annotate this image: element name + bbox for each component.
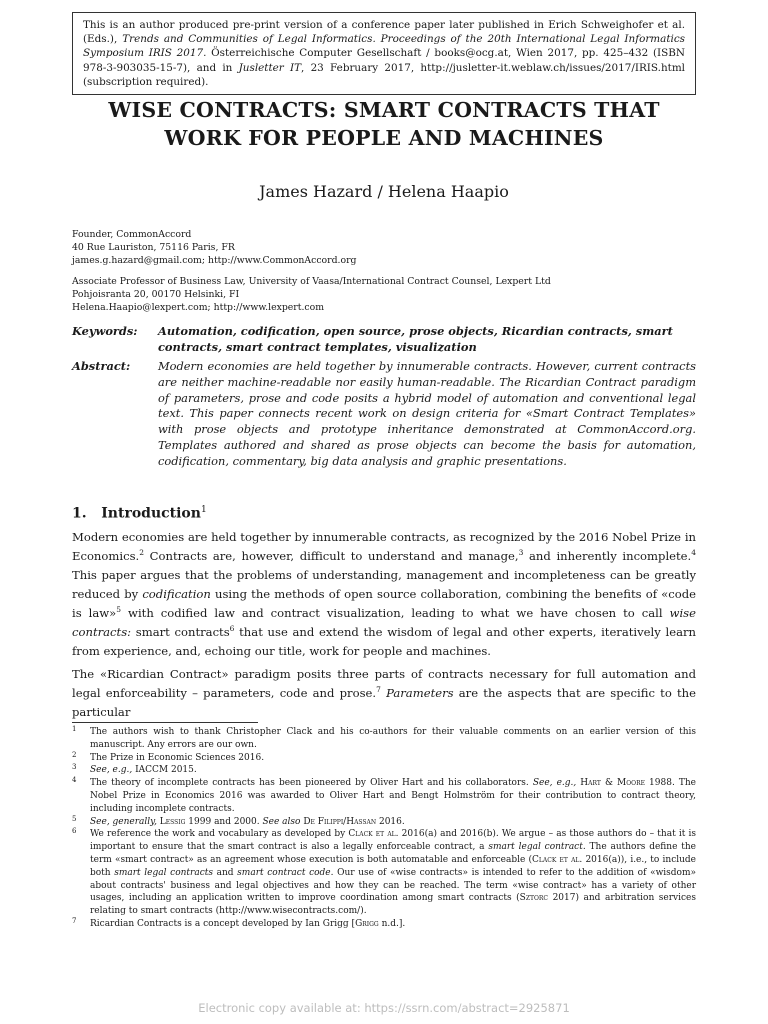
footnote-text: De Filippi/Hassan: [300, 816, 377, 827]
authors: James Hazard / Helena Haapio: [259, 182, 509, 201]
footnote-text: 2016.: [376, 816, 405, 827]
affiliation-line: Founder, CommonAccord: [72, 229, 192, 240]
footnote-text: 2016(a)), i.e., to include both: [90, 854, 697, 878]
footnotes: [72, 726, 696, 931]
footnote-number: 7: [72, 916, 77, 925]
title-line-2: WORK FOR PEOPLE AND MACHINES: [164, 126, 604, 150]
footnote-text: See, e.g.,: [90, 765, 133, 776]
footnote-text: Clack et al.: [532, 854, 583, 865]
affiliation-line: Pohjoisranta 20, 00170 Helsinki, FI: [72, 289, 240, 300]
text-run: with codified law and contract visualization, leading to what we have chosen to call: [121, 606, 670, 620]
body-text: [72, 528, 696, 722]
footnote-text: We reference the work and vocabulary as developed by: [90, 829, 349, 840]
section-number: 1.: [72, 505, 87, 522]
notice-text-c: Österreichische Computer Gesellschaft / books@ocg.at, Wien 2017, pp. 425–432 (ISBN 978-3-903035-15-7), and in: [83, 47, 685, 74]
paragraph: [72, 528, 696, 661]
text-run: codification: [142, 587, 211, 601]
footnote-text: See also: [262, 816, 301, 827]
footnote-ref: 7: [376, 685, 381, 695]
footnote-divider: [72, 722, 258, 723]
keywords-text: Automation, codification, open source, prose objects, Ricardian contracts, smart contracts, smart contract templates, visualization: [158, 324, 673, 354]
footnote-ref: 2: [139, 548, 144, 558]
footnote-ref: 5: [116, 605, 122, 615]
footnote-2: [72, 752, 696, 765]
keywords: [72, 324, 696, 356]
affiliation-line: Associate Professor of Business Law, University of Vaasa/International Contract Counsel, Lexpert Ltd: [72, 276, 551, 287]
section-heading: [72, 505, 207, 522]
footnote-6: [72, 828, 696, 918]
abstract-label: Abstract:: [72, 359, 131, 373]
preprint-notice: [72, 12, 696, 95]
footnote-number: 6: [72, 827, 77, 836]
abstract-text: Modern economies are held together by innumerable contracts. However, current contracts are neither machine-readable nor easily human-readable. The Ricardian Contract paradigm of parameters, prose and code posits a hybrid model of automation and conventional legal text. This paper connects recent work on design criteria for «Smart Contract Templates» with prose objects and prototype inheritance demonstrated at CommonAccord.org. Templates authored and shared as prose objects can become the basis for automation, codification, commentary, big data analysis and graphic presentations.: [158, 359, 696, 468]
paper-title: [60, 96, 708, 152]
footnote-text: See, generally,: [90, 816, 157, 827]
affiliation-line: james.g.hazard@gmail.com; http://www.CommonAccord.org: [72, 255, 357, 266]
text-run: smart contracts: [131, 625, 230, 639]
affiliation-hazard: [72, 228, 696, 267]
text-run: and inherently incomplete.: [523, 549, 692, 563]
footnote-text: . Our use of «wise contracts» is intended to refer to the addition of «wisdom» about contracts' business and legal objectives and how they can be reached. The term «wise contract» has a variety of other usages, including an application written to improve coordination among smart contracts (: [90, 867, 696, 904]
ssrn-footer: Electronic copy available at: https://ssrn.com/abstract=2925871: [198, 1001, 570, 1015]
affiliation-haapio: [72, 275, 696, 314]
footnote-text: and: [212, 867, 238, 878]
footnote-text: 1988. The Nobel Prize in Economics 2016 was awarded to Oliver Hart and Bengt Holmström for their contribution to contract theory, including incomplete contracts.: [90, 778, 697, 814]
footnote-text: 2017) and arbitration services relating to smart contracts (http://www.wisecontracts.com/).: [90, 893, 697, 917]
title-line-1: WISE CONTRACTS: SMART CONTRACTS THAT: [108, 98, 660, 122]
footnote-ref: 3: [518, 548, 524, 558]
text-run: Modern economies are held together by innumerable contracts, as recognized by the 2016 Nobel Prize in Economics.: [72, 530, 696, 563]
footnote-text: IACCM 2015.: [132, 765, 197, 776]
paragraph: [72, 665, 696, 722]
footnote-number: 2: [72, 750, 77, 759]
text-run: Parameters: [386, 686, 454, 700]
footnote-text: Grigg: [355, 918, 379, 929]
footnote-1: [72, 726, 696, 752]
footnote-4: [72, 777, 696, 815]
footnote-text: Clack et al.: [348, 829, 399, 840]
footnote-text: 2016(a) and 2016(b). We argue – as those authors do – that it is important to ensure that the smart contract is also a legally enforceable contract, a: [90, 829, 696, 853]
section-title: Introduction: [101, 505, 201, 522]
footnote-number: 5: [72, 814, 77, 823]
footnote-text: See, e.g.,: [532, 778, 577, 789]
footnote-text: smart legal contract: [488, 842, 583, 853]
footnote-text: The Prize in Economic Sciences 2016.: [90, 752, 265, 763]
footnote-text: Sztorc: [519, 893, 549, 904]
text-run: are the aspects that are specific to the particular: [72, 686, 696, 719]
footnote-3: [72, 764, 696, 777]
abstract: [72, 359, 696, 470]
affiliation-line: Helena.Haapio@lexpert.com; http://www.lexpert.com: [72, 302, 325, 313]
footnote-text: 1999 and 2000.: [185, 816, 263, 827]
notice-text-a: This is an author produced pre-print version of a conference paper later published in Erich Schweighofer et al. (Eds.),: [83, 19, 685, 46]
text-run: using the methods of open source collaboration, combining the benefits of «code is law»: [72, 587, 696, 620]
footnote-number: 1: [72, 725, 77, 733]
footnote-text: Ricardian Contracts is a concept developed by Ian Grigg [: [90, 918, 356, 929]
footnote-5: [72, 816, 696, 829]
footnote-text: Hart & Moore: [576, 778, 645, 789]
keywords-label: Keywords:: [72, 324, 138, 338]
text-run: This paper argues that the problems of understanding, management and incompleteness can be greatly reduced by: [72, 568, 696, 601]
text-run: Contracts are, however, difficult to understand and manage,: [144, 549, 519, 563]
footnote-ref: 4: [691, 548, 697, 558]
footnote-text: smart legal contracts: [114, 867, 213, 878]
notice-proceedings: Trends and Communities of Legal Informatics. Proceedings of the 20th International Legal Informatics Symposium IRIS 2017.: [83, 33, 685, 60]
text-run: The «Ricardian Contract» paradigm posits three parts of contracts necessary for full automation and legal enforceability – parameters, code and prose.: [72, 667, 696, 700]
text-run: wise contracts:: [72, 606, 696, 639]
footnote-text: . The authors define the term «smart contract» as an agreement whose execution is both automatable and enforceable (: [90, 842, 696, 865]
notice-text-e: , 23 February 2017, http://jusletter-it.weblaw.ch/issues/2017/IRIS.html (subscription required).: [83, 61, 685, 88]
affiliation-line: 40 Rue Lauriston, 75116 Paris, FR: [72, 242, 235, 253]
footnote-text: The theory of incomplete contracts has been pioneered by Oliver Hart and his collaborators.: [90, 778, 533, 789]
text-run: that use and extend the wisdom of legal and other experts, iteratively learn from experience, and, echoing our title, work for people and machines.: [72, 625, 696, 658]
footnote-ref: 1: [200, 505, 207, 515]
notice-jusletter: Jusletter IT: [238, 61, 302, 74]
footnote-text: Lessig: [156, 816, 186, 827]
footnote-text: n.d.].: [378, 918, 406, 929]
footnote-text: The authors wish to thank Christopher Clack and his co-authors for their valuable comments on an earlier version of this manuscript. Any errors are our own.: [90, 727, 696, 750]
footnote-number: 3: [72, 763, 77, 772]
footnote-text: smart contract code: [237, 867, 331, 878]
footnote-number: 4: [72, 776, 77, 785]
footnote-ref: 6: [229, 624, 235, 634]
footnote-7: [72, 918, 696, 931]
